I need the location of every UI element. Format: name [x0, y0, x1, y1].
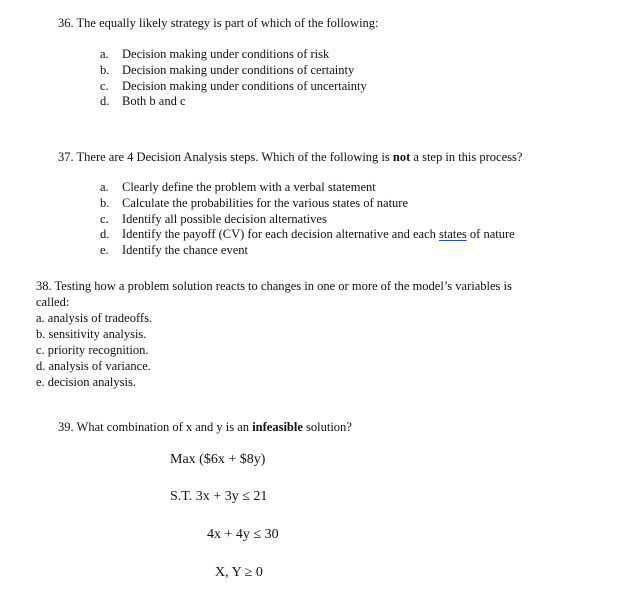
- option-text-underlined: states: [439, 227, 467, 242]
- option-text: Identify all possible decision alternatives: [122, 211, 327, 226]
- question-37-options: [100, 180, 515, 259]
- option-text: Decision making under conditions of certainty: [122, 62, 355, 77]
- option-letter: d.: [100, 94, 110, 109]
- option-37-c: [100, 212, 515, 228]
- non-negativity-constraint: X, Y ≥ 0: [215, 565, 263, 580]
- option-36-c: [100, 79, 367, 95]
- option-text: Identify the payoff (CV) for each decision alternative and each: [122, 227, 439, 242]
- option-37-a: [100, 180, 515, 196]
- option-text: Decision making under conditions of risk: [122, 47, 330, 61]
- option-letter: e.: [100, 243, 109, 258]
- stem-text: 39. What combination of x and y is an: [58, 420, 253, 434]
- question-37-stem: [58, 149, 522, 165]
- question-38-options: [36, 310, 152, 390]
- option-text: Identify the chance event: [122, 243, 248, 258]
- option-36-a: [100, 47, 367, 63]
- option-38-e: e. decision analysis.: [36, 375, 136, 389]
- option-letter: d.: [100, 227, 110, 242]
- option-letter: c.: [100, 211, 109, 226]
- constraint-1: S.T. 3x + 3y ≤ 21: [170, 489, 268, 504]
- option-37-d: [100, 227, 515, 243]
- option-text: of nature: [466, 227, 515, 242]
- objective-function: Max ($6x + $8y): [170, 452, 266, 467]
- option-letter: b.: [100, 62, 110, 77]
- option-text: Decision making under conditions of uncertainty: [122, 78, 367, 93]
- option-letter: b.: [100, 195, 110, 210]
- stem-text: 37. There are 4 Decision Analysis steps. Which of the following is: [58, 150, 393, 164]
- question-36-stem: 36. The equally likely strategy is part of which of the following:: [58, 16, 379, 30]
- question-36-options: [100, 47, 367, 110]
- option-letter: a.: [100, 180, 109, 194]
- option-text: Calculate the probabilities for the various states of nature: [122, 195, 409, 210]
- stem-text: a step in this process?: [410, 150, 523, 164]
- option-37-e: [100, 243, 515, 259]
- option-letter: a.: [100, 47, 109, 61]
- question-38-stem-line1: 38. Testing how a problem solution reacts to changes in one or more of the model’s variables is: [36, 279, 512, 293]
- question-38-stem-line2: called:: [36, 295, 70, 309]
- option-36-d: [100, 94, 367, 110]
- option-38-b: b. sensitivity analysis.: [36, 327, 147, 341]
- option-38-d: d. analysis of variance.: [36, 359, 151, 373]
- stem-emphasis: infeasible: [252, 420, 303, 434]
- option-text: Clearly define the problem with a verbal statement: [122, 180, 376, 194]
- option-text: Both b and c: [122, 94, 186, 109]
- option-36-b: [100, 63, 367, 79]
- option-37-b: [100, 196, 515, 212]
- question-39-stem: [58, 419, 352, 435]
- constraint-2: 4x + 4y ≤ 30: [207, 527, 279, 542]
- stem-text: solution?: [302, 420, 352, 434]
- stem-emphasis: not: [392, 150, 411, 164]
- option-38-c: c. priority recognition.: [36, 343, 149, 357]
- option-38-a: a. analysis of tradeoffs.: [36, 311, 153, 325]
- option-letter: c.: [100, 78, 109, 93]
